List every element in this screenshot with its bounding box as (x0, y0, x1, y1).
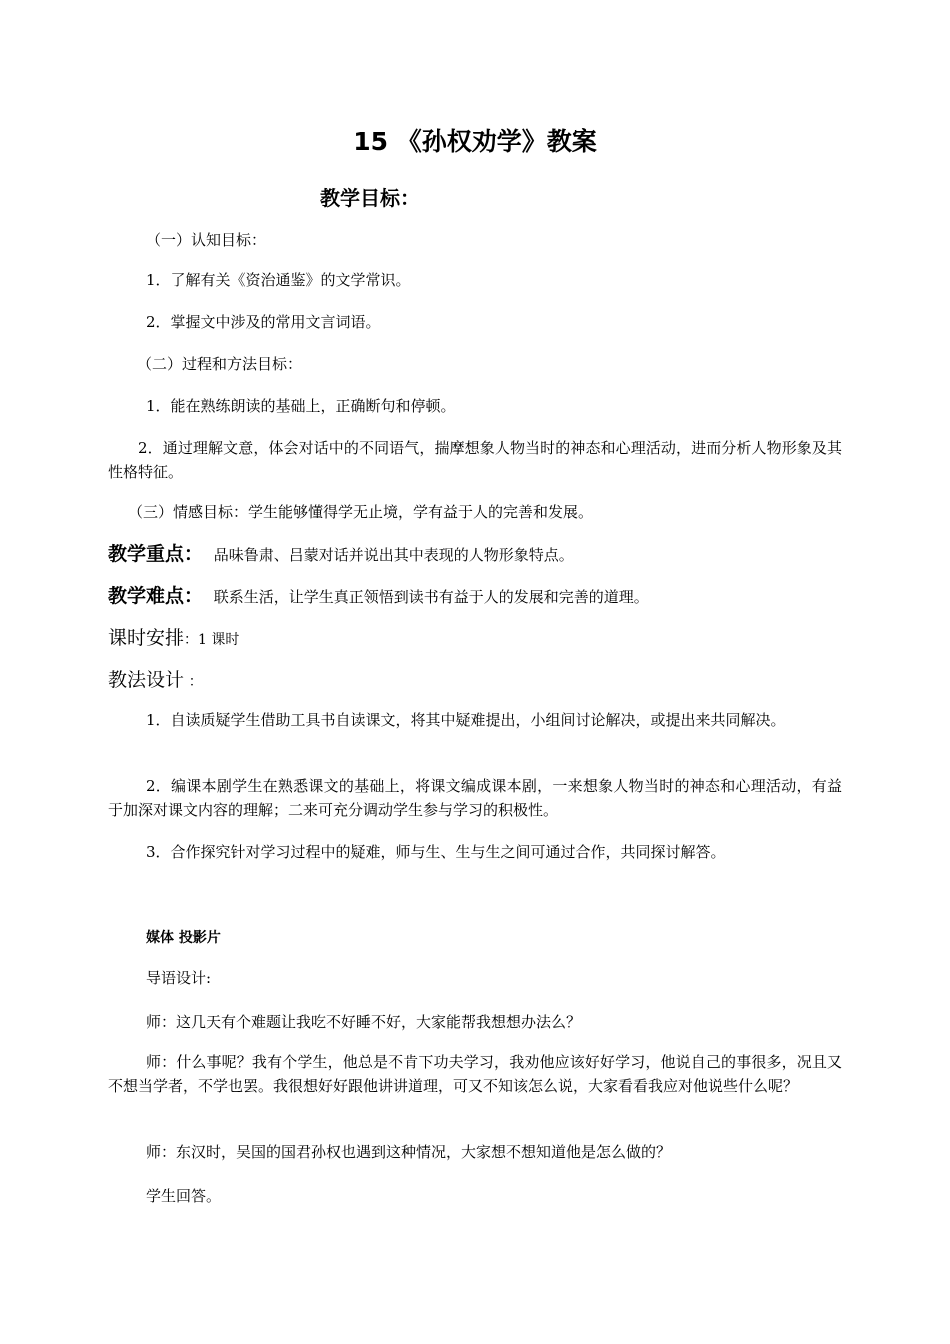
document-title: 15 《孙权劝学》教案 (353, 127, 597, 156)
method-item-3: 3．合作探究针对学习过程中的疑难，师与生、生与生之间可通过合作，共同探讨解答。 (146, 843, 726, 861)
intro-line-4: 学生回答。 (146, 1187, 222, 1205)
method-colon: ： (188, 674, 203, 690)
cognitive-item-2: 2．掌握文中涉及的常用文言词语。 (146, 313, 381, 331)
key-point-label: 教学重点： (108, 543, 204, 565)
process-item-1: 1．能在熟练朗读的基础上，正确断句和停顿。 (146, 397, 456, 415)
emotion-objective: （三）情感目标：学生能够懂得学无止境，学有益于人的完善和发展。 (128, 503, 594, 521)
intro-line-2: 师：什么事呢？我有个学生，他总是不肯下功夫学习，我劝他应该好好学习，他说自己的事很多，况且又不想当学者，不学也罢。我很想好好跟他讲讲道理，可又不知该怎么说，大家看看我应对他说些什么呢？ (108, 1053, 842, 1095)
method-item-2: 2．编课本剧学生在熟悉课文的基础上，将课文编成课本剧，一来想象人物当时的神态和心理活动，有益于加深对课文内容的理解；二来可充分调动学生参与学习的积极性。 (108, 777, 842, 819)
process-item-2: 2．通过理解文意，体会对话中的不同语气，揣摩想象人物当时的神态和心理活动，进而分析人物形象及其性格特征。 (108, 439, 842, 481)
schedule-label: 课时安排 (108, 627, 185, 649)
difficulty-point (108, 584, 649, 609)
media-line: 媒体 投影片 (146, 930, 221, 946)
intro-line-3: 师：东汉时，吴国的国君孙权也遇到这种情况，大家想不想知道他是怎么做的？ (146, 1143, 672, 1161)
cognitive-item-1: 1．了解有关《资治通鉴》的文学常识。 (146, 271, 411, 289)
objectives-heading: 教学目标： (320, 186, 420, 210)
key-point-text: 品味鲁肃、吕蒙对话并说出其中表现的人物形象特点。 (213, 546, 574, 564)
intro-line-1: 师：这几天有个难题让我吃不好睡不好，大家能帮我想想办法么？ (146, 1013, 582, 1031)
process-heading: （二）过程和方法目标： (137, 355, 303, 373)
method-heading (108, 668, 203, 694)
cognitive-heading: （一）认知目标： (146, 231, 267, 249)
intro-heading: 导语设计: (146, 969, 212, 987)
schedule (108, 626, 239, 652)
difficulty-text: 联系生活，让学生真正领悟到读书有益于人的发展和完善的道理。 (213, 588, 649, 606)
method-label: 教法设计 (108, 669, 185, 691)
schedule-text: ：1 课时 (184, 632, 240, 648)
difficulty-label: 教学难点： (108, 585, 204, 607)
method-item-1: 1．自读质疑学生借助工具书自读课文，将其中疑难提出，小组间讨论解决，或提出来共同解决。 (146, 711, 786, 729)
key-point (108, 542, 574, 567)
